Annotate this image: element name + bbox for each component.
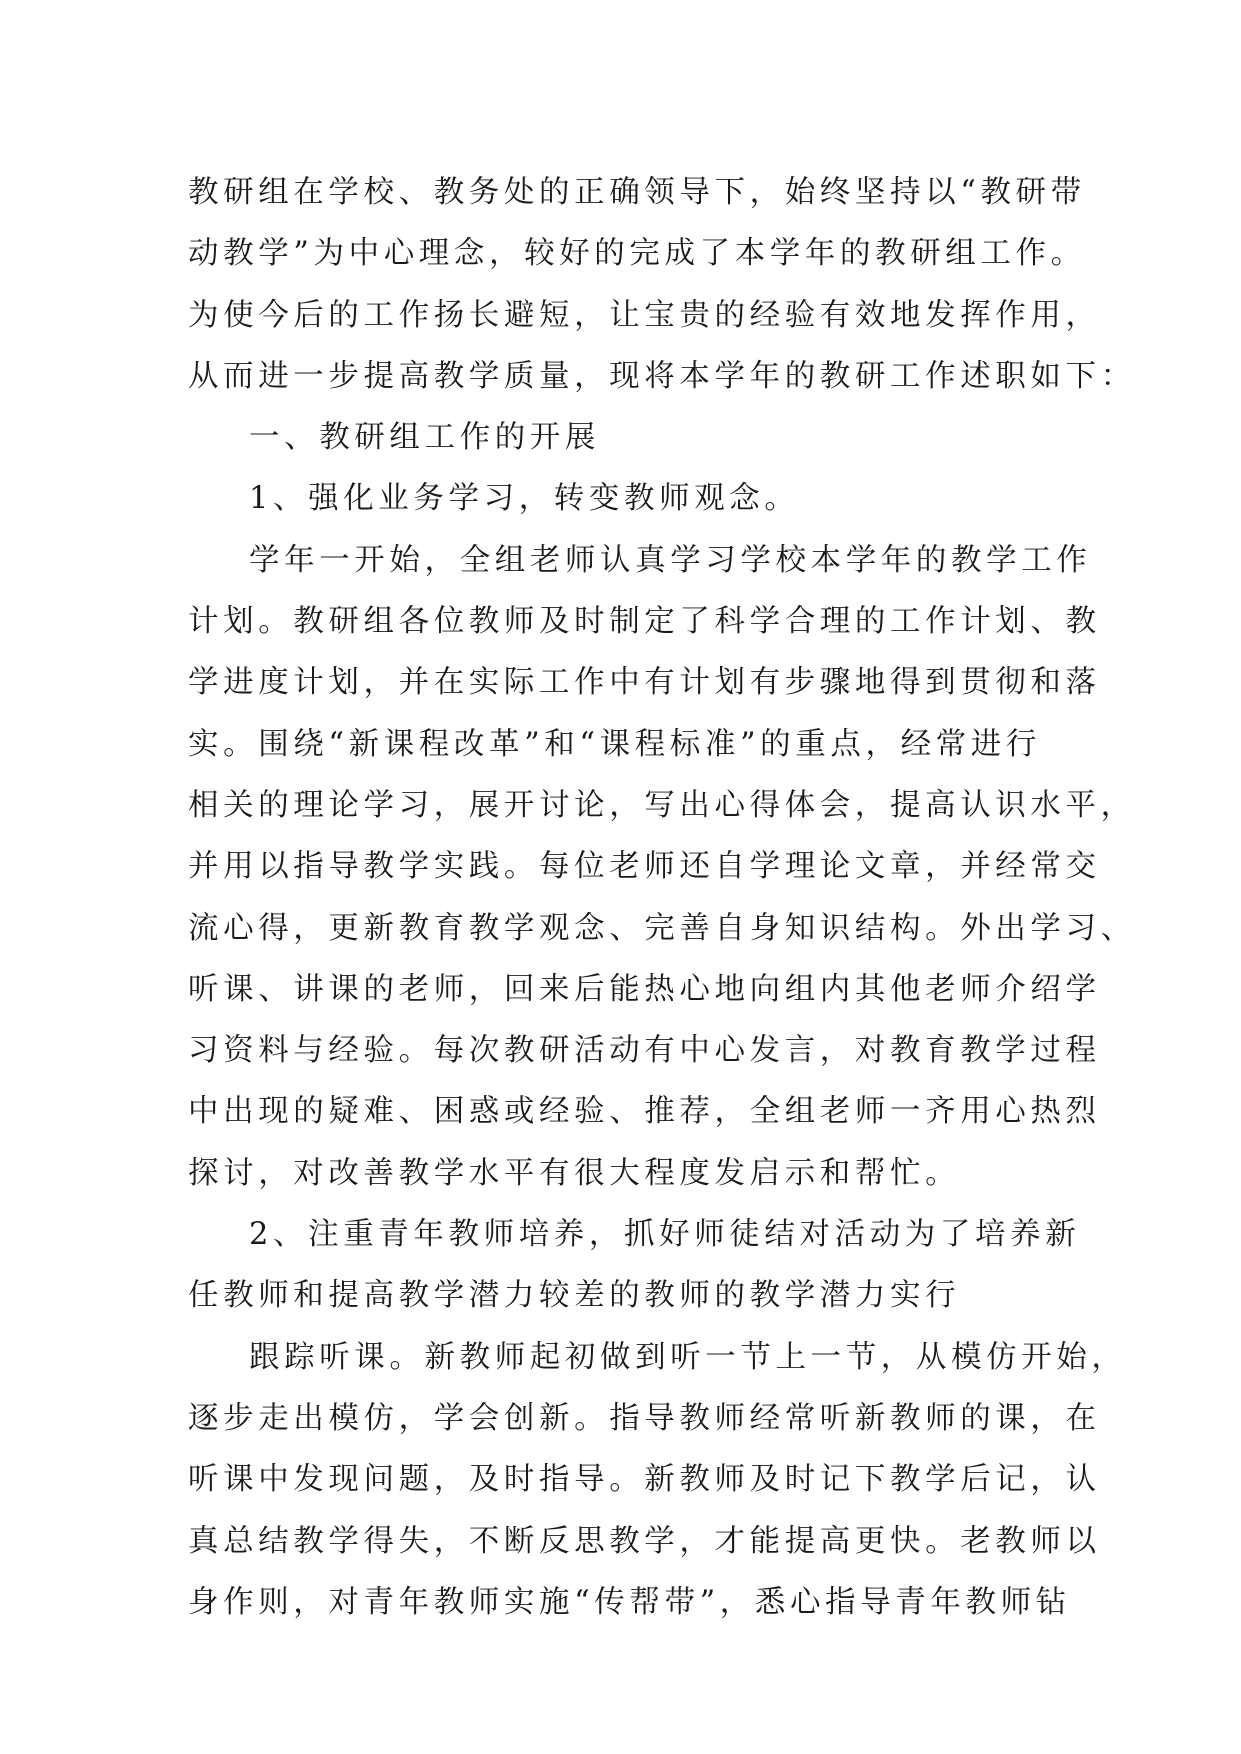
document-body bbox=[188, 162, 1136, 1633]
text-line: 教研组在学校、教务处的正确领导下，始终坚持以“教研带 bbox=[188, 175, 1086, 210]
text-line: 动教学”为中心理念，较好的完成了本学年的教研组工作。 bbox=[188, 236, 1086, 272]
text-line: 逐步走出模仿，学会创新。指导教师经常听新教师的课，在 bbox=[188, 1400, 1101, 1436]
heading-line: 一、教研组工作的开展 bbox=[249, 420, 600, 456]
text-line: 学进度计划，并在实际工作中有计划有步骤地得到贯彻和落 bbox=[188, 665, 1101, 701]
text-line: 并用以指导教学实践。每位老师还自学理论文章，并经常交 bbox=[188, 849, 1101, 885]
subheading-1 bbox=[188, 468, 1056, 529]
text-line: 计划。教研组各位教师及时制定了科学合理的工作计划、教 bbox=[188, 604, 1101, 640]
text-line: 身作则，对青年教师实施“传帮带”，悉心指导青年教师钻 bbox=[188, 1584, 1071, 1620]
text-line: 流心得，更新教育教学观念、完善自身知识结构。外出学习、 bbox=[188, 910, 1136, 946]
text-line: 跟踪听课。新教师起初做到听一节上一节，从模仿开始， bbox=[249, 1339, 1127, 1375]
text-line: 听课、讲课的老师，回来后能热心地向组内其他老师介绍学 bbox=[188, 971, 1101, 1007]
text-line: 习资料与经验。每次教研活动有中心发言，对教育教学过程 bbox=[188, 1033, 1101, 1069]
text-line: 中出现的疑难、困惑或经验、推荐，全组老师一齐用心热烈 bbox=[188, 1094, 1101, 1130]
paragraph-study bbox=[188, 530, 1136, 1204]
text-line: 听课中发现问题，及时指导。新教师及时记下教学后记，认 bbox=[188, 1462, 1101, 1498]
text-line: 为使今后的工作扬长避短，让宝贵的经验有效地发挥作用， bbox=[188, 297, 1101, 333]
text-line: 探讨，对改善教学水平有很大程度发启示和帮忙。 bbox=[188, 1155, 961, 1191]
text-line: 相关的理论学习，展开讨论，写出心得体会，提高认识水平， bbox=[188, 787, 1136, 823]
text-line: 2、注重青年教师培养，抓好师徒结对活动为了培养新 bbox=[249, 1217, 1081, 1253]
text-line: 任教师和提高教学潜力较差的教师的教学潜力实行 bbox=[188, 1278, 961, 1314]
subheading-2 bbox=[188, 1204, 1081, 1327]
text-line: 实。围绕“新课程改革”和“课程标准”的重点，经常进行 bbox=[188, 726, 1041, 762]
paragraph-intro bbox=[188, 162, 1136, 407]
text-line: 从而进一步提高教学质量，现将本学年的教研工作述职如下： bbox=[188, 358, 1136, 394]
subheading-line: 1、强化业务学习，转变教师观念。 bbox=[249, 481, 800, 517]
text-line: 学年一开始，全组老师认真学习学校本学年的教学工作 bbox=[249, 542, 1092, 578]
section-heading bbox=[188, 407, 1056, 468]
paragraph-mentoring bbox=[188, 1327, 1127, 1633]
text-line: 真总结教学得失，不断反思教学，才能提高更快。老教师以 bbox=[188, 1523, 1101, 1559]
